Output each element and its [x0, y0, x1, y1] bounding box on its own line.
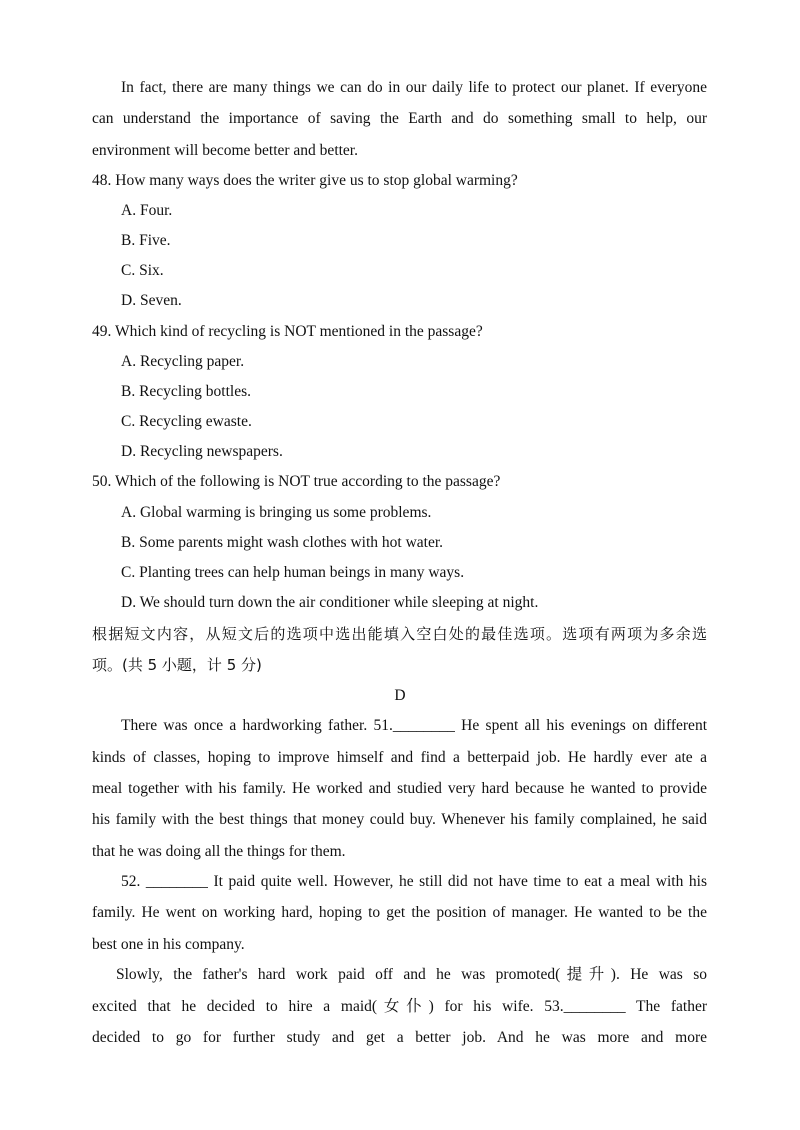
question-50-option-a: A. Global warming is bringing us some problems. — [121, 504, 432, 521]
passage-c-line: In fact, there are many things we can do in our daily life to protect our planet. If everyone — [121, 79, 707, 96]
passage-c-line: can understand the importance of saving the Earth and do something small to help, our — [92, 110, 707, 127]
question-49-option-c: C. Recycling ewaste. — [121, 413, 252, 430]
question-48-option-b: B. Five. — [121, 232, 171, 249]
question-48-option-c: C. Six. — [121, 262, 164, 279]
passage-d-line: excited that he decided to hire a maid(女仆) for his wife. 53.________ The father — [92, 998, 707, 1015]
passage-d-line: 52. ________ It paid quite well. However, he still did not have time to eat a meal with his — [121, 873, 707, 890]
section-letter: D — [394, 687, 406, 704]
passage-d-line: his family with the best things that money could buy. Whenever his family complained, he said — [92, 811, 707, 828]
section-instruction: 项。(共 5 小题，计 5 分) — [92, 656, 262, 674]
question-49-option-a: A. Recycling paper. — [121, 353, 245, 370]
passage-d-line: decided to go for further study and get a better job. And he was more and more — [92, 1029, 707, 1046]
passage-d-line: family. He went on working hard, hoping to get the position of manager. He wanted to be the — [92, 904, 707, 921]
question-50-option-b: B. Some parents might wash clothes with hot water. — [121, 534, 444, 551]
passage-d-line: that he was doing all the things for them. — [92, 843, 346, 860]
question-49-stem: 49. Which kind of recycling is NOT mentioned in the passage? — [92, 323, 483, 340]
section-instruction: 根据短文内容，从短文后的选项中选出能填入空白处的最佳选项。选项有两项为多余选 — [92, 625, 707, 643]
question-50-option-d: D. We should turn down the air conditioner while sleeping at night. — [121, 594, 539, 611]
passage-d-line: There was once a hardworking father. 51.________ He spent all his evenings on different — [121, 717, 707, 734]
question-48-option-d: D. Seven. — [121, 292, 182, 309]
question-50-stem: 50. Which of the following is NOT true according to the passage? — [92, 473, 501, 490]
question-49-option-b: B. Recycling bottles. — [121, 383, 252, 400]
passage-d-line: meal together with his family. He worked and studied very hard because he wanted to provide — [92, 780, 707, 797]
passage-d-line: kinds of classes, hoping to improve himself and find a betterpaid job. He hardly ever ate a — [92, 749, 707, 766]
question-50-option-c: C. Planting trees can help human beings in many ways. — [121, 564, 465, 581]
question-48-stem: 48. How many ways does the writer give us to stop global warming? — [92, 172, 518, 189]
question-49-option-d: D. Recycling newspapers. — [121, 443, 283, 460]
passage-d-line: Slowly, the father's hard work paid off and he was promoted(提升). He was so — [116, 966, 707, 983]
question-48-option-a: A. Four. — [121, 202, 173, 219]
passage-d-line: best one in his company. — [92, 936, 245, 953]
passage-c-line: environment will become better and better. — [92, 142, 358, 159]
